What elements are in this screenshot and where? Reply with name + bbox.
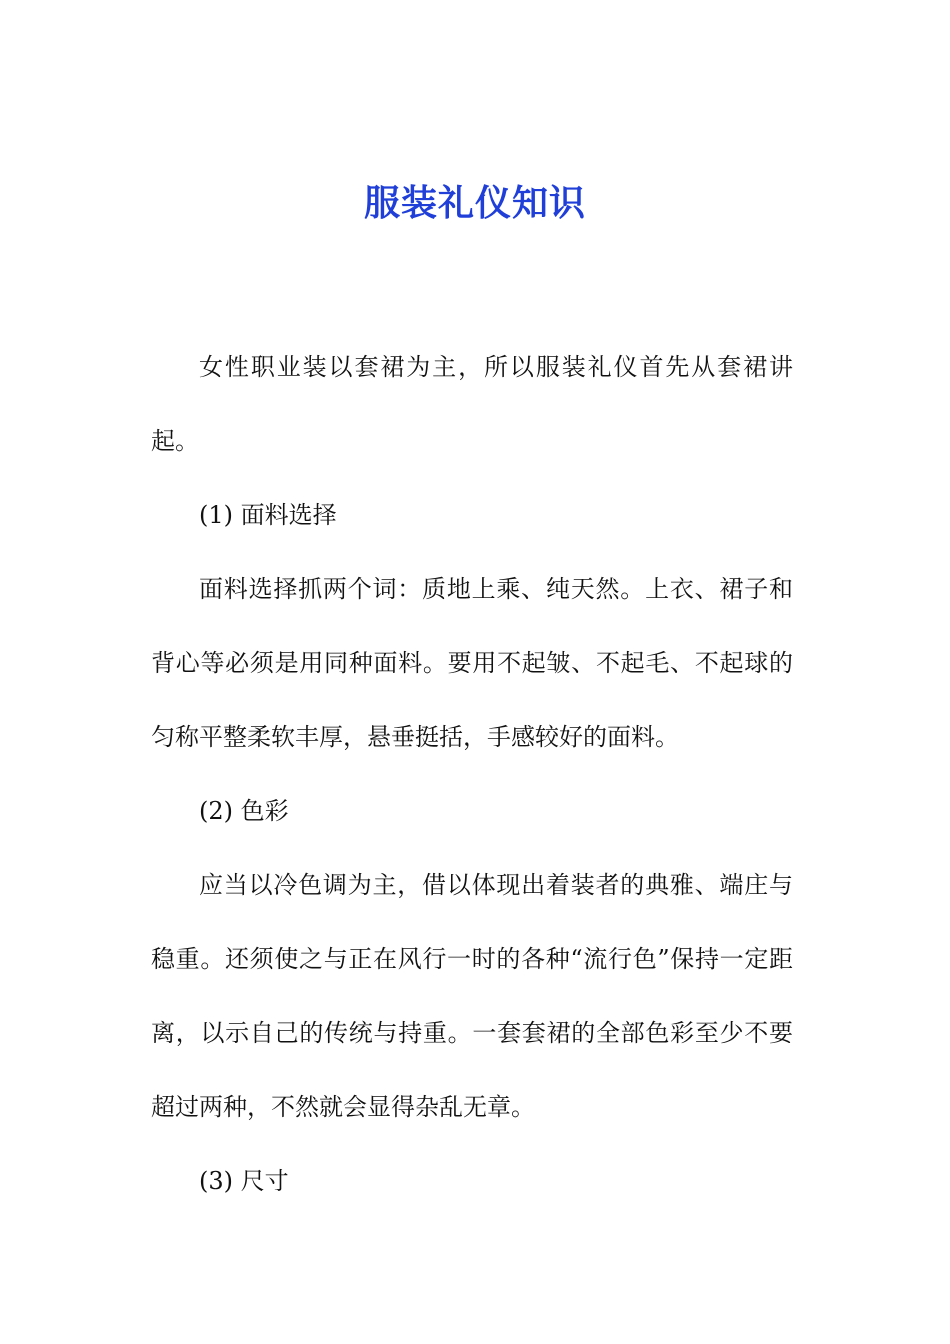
section-heading-fabric: (1) 面料选择 [199,501,337,529]
page-title: 服装礼仪知识 [363,182,586,224]
paragraph-intro: 女性职业装以套裙为主，所以服装礼仪首先从套裙讲起。 [151,353,793,455]
document-body [151,330,793,1218]
paragraph-color: 应当以冷色调为主，借以体现出着装者的典雅、端庄与稳重。还须使之与正在风行一时的各种“流行色”保持一定距离，以示自己的传统与持重。一套套裙的全部色彩至少不要超过两种，不然就会显得杂乱无章。 [151,871,793,1121]
paragraph-fabric: 面料选择抓两个词：质地上乘、纯天然。上衣、裙子和背心等必须是用同种面料。要用不起皱、不起毛、不起球的匀称平整柔软丰厚，悬垂挺括，手感较好的面料。 [151,575,793,751]
section-heading-size: (3) 尺寸 [199,1167,289,1195]
section-heading-color: (2) 色彩 [199,797,289,825]
